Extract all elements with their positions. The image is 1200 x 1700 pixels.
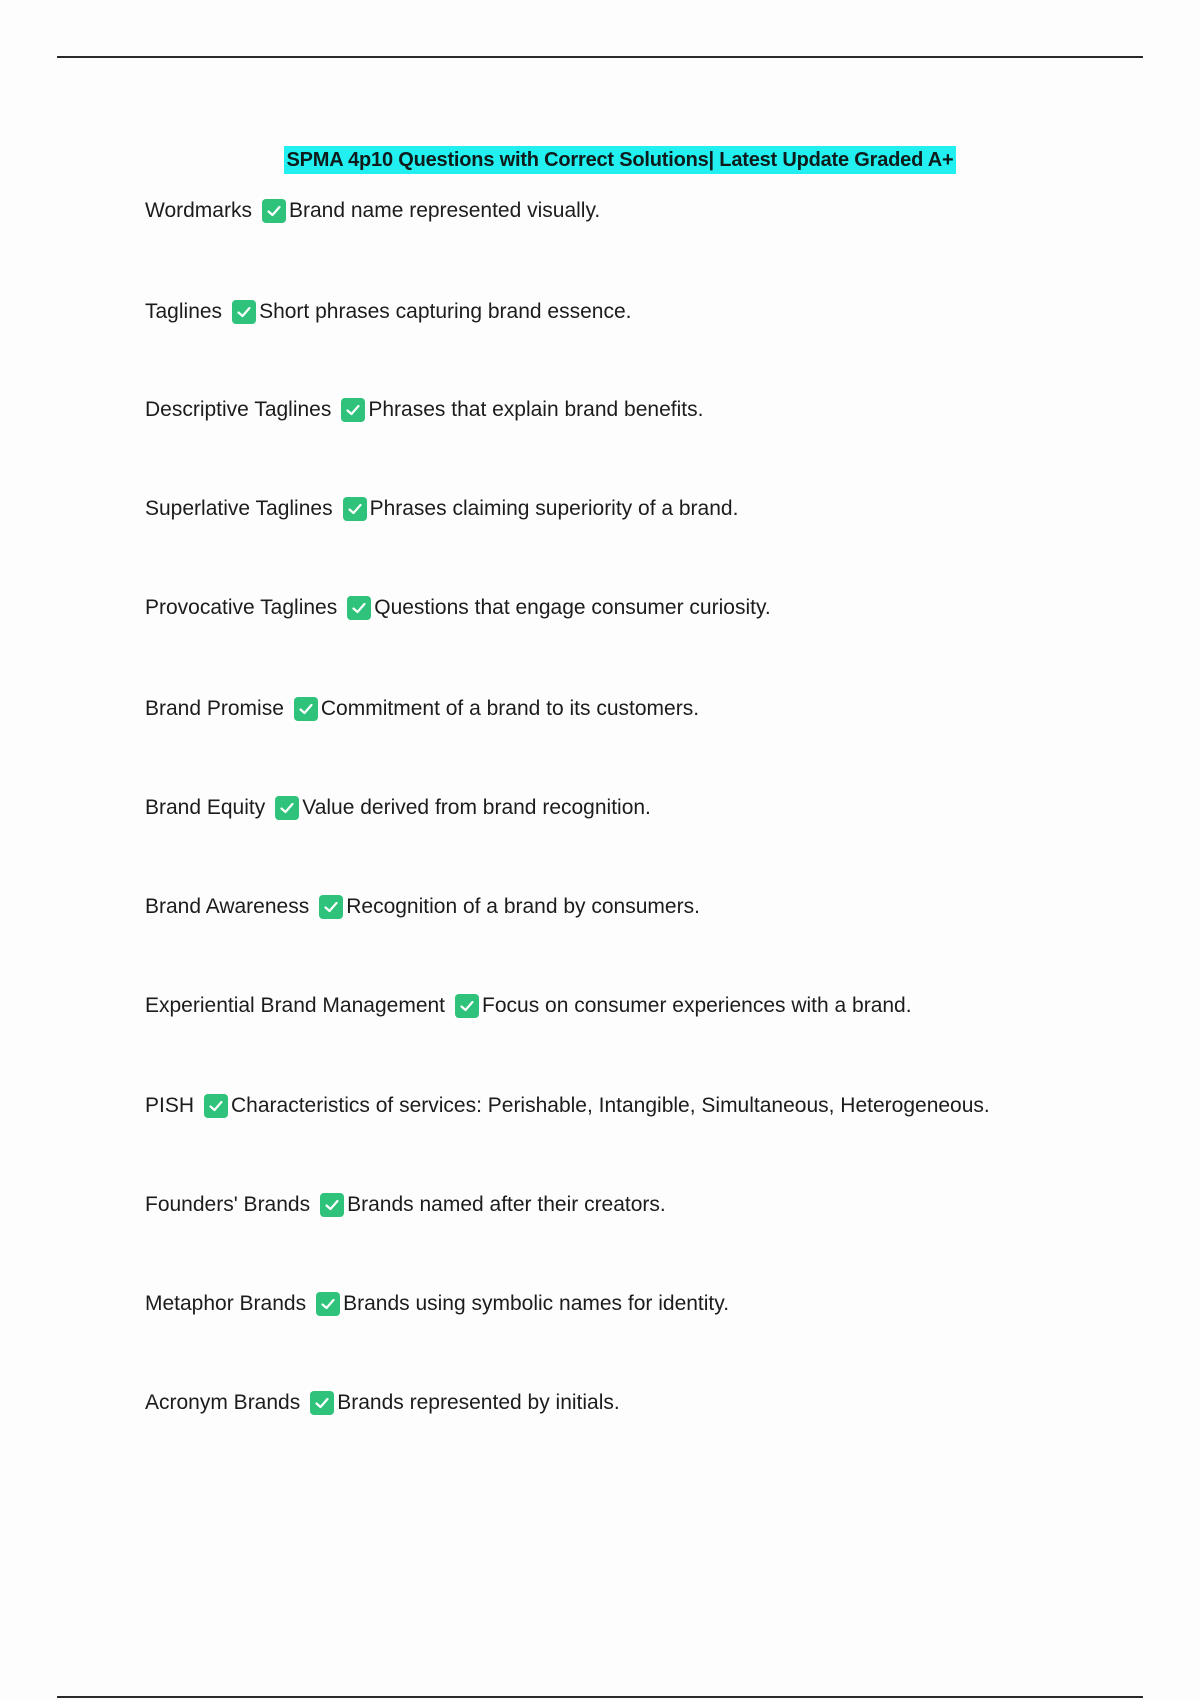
check-mark-icon (262, 199, 286, 223)
check-mark-icon (341, 398, 365, 422)
entry-term: Brand Awareness (145, 895, 310, 918)
qa-entry-founders-brands (145, 1190, 666, 1220)
entry-term: Acronym Brands (145, 1391, 301, 1414)
qa-entry-descriptive-taglines (145, 395, 703, 425)
qa-entry-taglines (145, 297, 631, 327)
document-title: SPMA 4p10 Questions with Correct Solutions| Latest Update Graded A+ (284, 146, 957, 174)
entry-definition: Phrases that explain brand benefits. (368, 398, 704, 421)
entry-definition: Recognition of a brand by consumers. (346, 895, 700, 918)
entry-term: PISH (145, 1094, 195, 1117)
entry-definition: Value derived from brand recognition. (302, 796, 651, 819)
qa-entry-pish (145, 1091, 990, 1121)
entry-term: Provocative Taglines (145, 596, 338, 619)
qa-entry-metaphor-brands (145, 1289, 729, 1319)
check-mark-icon (310, 1391, 334, 1415)
check-mark-icon (455, 994, 479, 1018)
entry-term: Superlative Taglines (145, 497, 333, 520)
entry-term: Metaphor Brands (145, 1292, 307, 1315)
entry-definition: Commitment of a brand to its customers. (320, 697, 700, 720)
entry-definition: Phrases claiming superiority of a brand. (369, 497, 739, 520)
footer-rule (57, 1696, 1143, 1698)
check-mark-icon (316, 1292, 340, 1316)
check-mark-icon (275, 796, 299, 820)
entry-definition: Questions that engage consumer curiosity. (374, 596, 771, 619)
check-mark-icon (319, 895, 343, 919)
check-mark-icon (204, 1094, 228, 1118)
qa-entry-superlative-taglines (145, 494, 738, 524)
qa-entry-brand-promise (145, 694, 699, 724)
entry-definition: Characteristics of services: Perishable, Intangible, Simultaneous, Heterogeneous. (231, 1094, 990, 1117)
entry-definition: Brands using symbolic names for identity. (343, 1292, 730, 1315)
check-mark-icon (232, 300, 256, 324)
entry-definition: Focus on consumer experiences with a brand. (482, 994, 912, 1017)
qa-entry-brand-equity (145, 793, 651, 823)
check-mark-icon (294, 697, 318, 721)
entry-term: Wordmarks (145, 199, 252, 222)
qa-entry-brand-awareness (145, 892, 700, 922)
entry-term: Brand Equity (145, 796, 266, 819)
entry-term: Taglines (145, 300, 223, 323)
entry-definition: Brands named after their creators. (347, 1193, 666, 1216)
entry-term: Descriptive Taglines (145, 398, 332, 421)
entry-definition: Brand name represented visually. (288, 199, 601, 222)
entry-term: Founders' Brands (145, 1193, 311, 1216)
check-mark-icon (343, 497, 367, 521)
qa-entry-wordmarks (145, 196, 600, 226)
header-rule (57, 56, 1143, 58)
qa-entry-experiential-brand-management (145, 991, 912, 1021)
title-wrapper (0, 146, 1200, 174)
entry-term: Experiential Brand Management (145, 994, 446, 1017)
check-mark-icon (347, 596, 371, 620)
entry-definition: Short phrases capturing brand essence. (259, 300, 632, 323)
entry-term: Brand Promise (145, 697, 284, 720)
qa-entry-provocative-taglines (145, 593, 771, 623)
qa-entry-acronym-brands (145, 1388, 620, 1418)
entry-definition: Brands represented by initials. (337, 1391, 620, 1414)
check-mark-icon (320, 1193, 344, 1217)
